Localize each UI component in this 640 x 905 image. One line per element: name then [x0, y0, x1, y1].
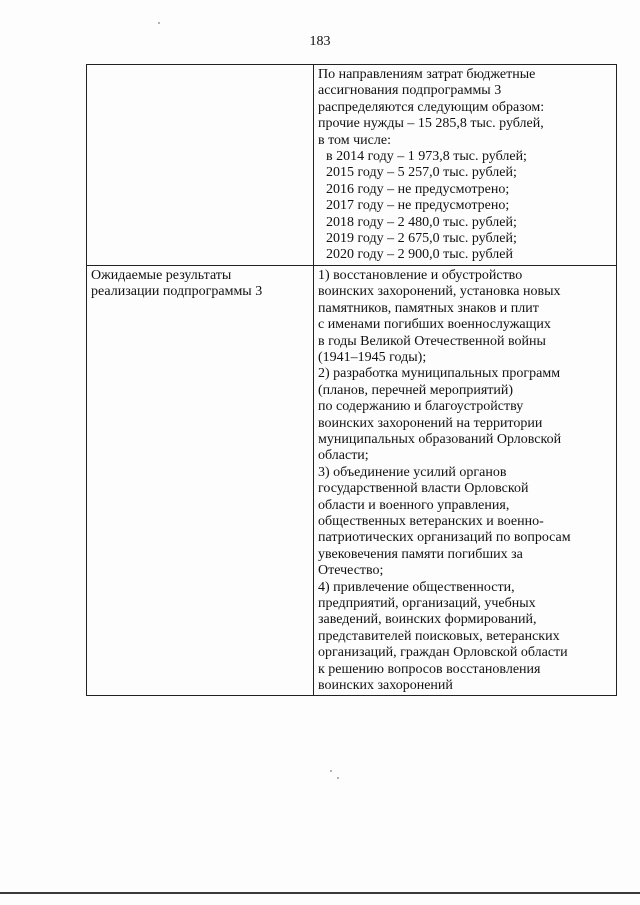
content-line: в годы Великой Отечественной войны — [318, 333, 546, 349]
page-number: 183 — [309, 34, 331, 49]
content-line: к решению вопросов восстановления — [318, 661, 541, 677]
content-line: с именами погибших военнослужащих — [318, 317, 551, 333]
content-line: воинских захоронений, установка новых — [318, 284, 561, 300]
scan-speck — [330, 770, 332, 772]
content-line: 2015 году – 5 257,0 тыс. рублей; — [326, 165, 517, 181]
content-line: муниципальных образований Орловской — [318, 431, 562, 447]
content-line: воинских захоронений — [318, 678, 453, 694]
content-line: 2) разработка муниципальных программ — [318, 366, 561, 382]
table-row — [87, 65, 617, 266]
content-line: увековечения памяти погибших за — [318, 546, 523, 562]
scan-bottom-edge — [0, 892, 640, 894]
scan-speck — [337, 777, 339, 779]
content-line: По направлениям затрат бюджетные — [318, 67, 536, 82]
content-line: представителей поисковых, ветеранских — [318, 628, 560, 644]
content-line: в том числе: — [318, 132, 391, 148]
content-line: памятников, памятных знаков и плит — [318, 300, 539, 316]
content-line: патриотических организаций по вопросам — [318, 530, 571, 546]
content-line: 2016 году – не предусмотрено; — [326, 181, 510, 197]
content-line: 3) объединение усилий органов — [318, 464, 507, 480]
subprogram-table — [86, 64, 617, 696]
scan-speck — [158, 22, 160, 24]
content-line: области и военного управления, — [318, 497, 510, 513]
content-line: (1941–1945 годы); — [318, 349, 427, 365]
content-line: 2018 году – 2 480,0 тыс. рублей; — [326, 214, 517, 230]
content-line: 2019 году – 2 675,0 тыс. рублей; — [326, 231, 517, 247]
content-line: ассигнования подпрограммы 3 — [318, 83, 502, 99]
content-line: организаций, граждан Орловской области — [318, 645, 568, 661]
content-line: прочие нужды – 15 285,8 тыс. рублей, — [318, 116, 544, 132]
label-line: Ожидаемые результаты — [91, 267, 232, 283]
content-line: государственной власти Орловской — [318, 481, 529, 497]
content-line: предприятий, организаций, учебных — [318, 596, 536, 611]
content-line: общественных ветеранских и военно- — [318, 513, 544, 529]
content-line: 2017 году – не предусмотрено; — [326, 198, 510, 214]
content-line: воинских захоронений на территории — [318, 415, 543, 431]
row-label-cell — [87, 65, 314, 266]
content-line: Отечество; — [318, 563, 384, 579]
row-content-cell — [314, 265, 617, 696]
content-line: области; — [318, 448, 369, 464]
content-line: (планов, перечней мероприятий) — [318, 382, 514, 398]
content-line: 1) восстановление и обустройство — [318, 267, 523, 283]
content-line: распределяются следующим образом: — [318, 99, 545, 115]
content-line: в 2014 году – 1 973,8 тыс. рублей; — [326, 149, 527, 165]
table-row — [87, 265, 617, 696]
content-line: 2020 году – 2 900,0 тыс. рублей — [326, 247, 513, 263]
row-content-cell — [314, 65, 617, 266]
content-line: заведений, воинских формирований, — [318, 612, 537, 628]
content-line: по содержанию и благоустройству — [318, 399, 524, 415]
label-line: реализации подпрограммы 3 — [91, 284, 263, 300]
row-label-cell — [87, 265, 314, 696]
content-line: 4) привлечение общественности, — [318, 579, 515, 595]
